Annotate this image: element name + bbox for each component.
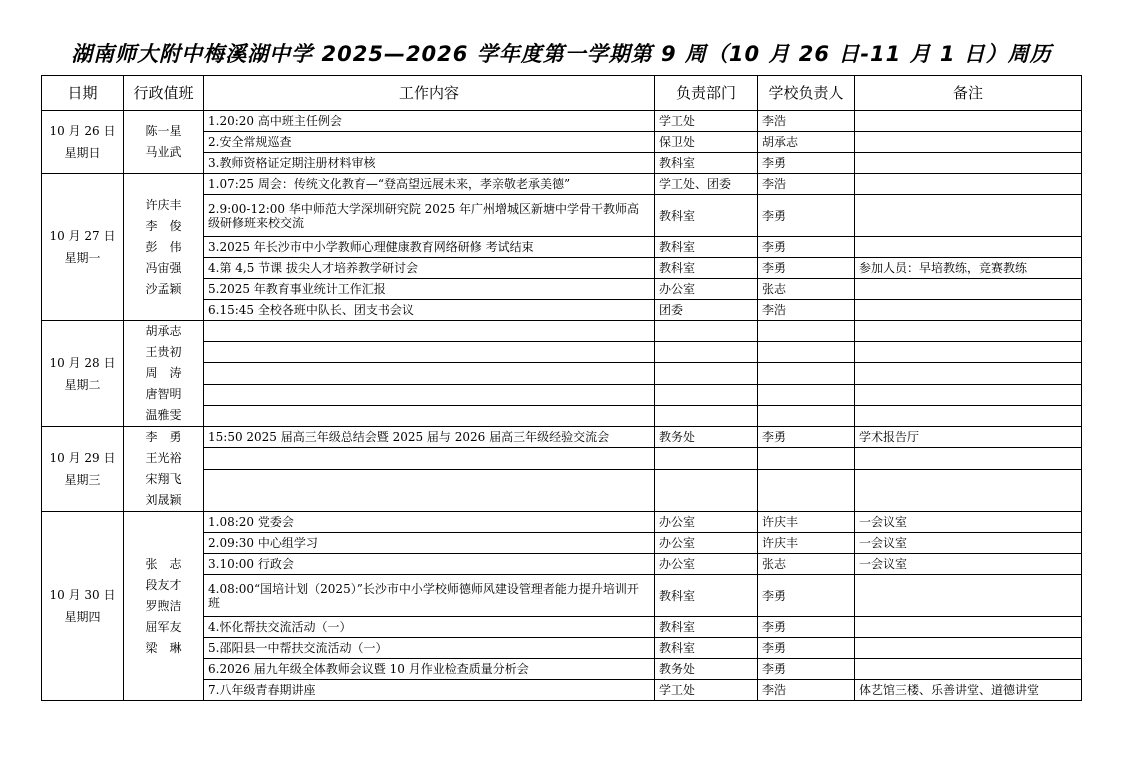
dept-cell xyxy=(655,342,758,363)
duty-person: 李 勇 xyxy=(145,430,182,444)
note-cell xyxy=(855,132,1082,153)
content-cell xyxy=(204,469,655,512)
duty-cell xyxy=(124,111,204,174)
duty-cell xyxy=(124,174,204,321)
dept-cell: 办公室 xyxy=(655,533,758,554)
content-cell: 4.08:00“国培计划（2025）”长沙市中小学校师德师风建设管理者能力提升培训开班 xyxy=(204,575,655,617)
duty-person: 罗煦洁 xyxy=(145,598,182,613)
duty-person: 温雅雯 xyxy=(145,408,182,422)
dept-cell xyxy=(655,363,758,384)
dept-cell: 学工处、团委 xyxy=(655,174,758,195)
person-cell: 李浩 xyxy=(758,111,855,132)
dept-cell: 教科室 xyxy=(655,617,758,638)
note-cell xyxy=(855,638,1082,659)
weekday-text: 星期二 xyxy=(64,377,101,392)
content-cell: 6.15:45 全校各班中队长、团支书会议 xyxy=(204,300,655,321)
person-cell xyxy=(758,469,855,512)
dept-cell: 学工处 xyxy=(655,680,758,701)
content-cell xyxy=(204,363,655,384)
note-cell xyxy=(855,279,1082,300)
duty-person: 宋翔飞 xyxy=(145,472,182,486)
person-cell: 李勇 xyxy=(758,195,855,237)
note-cell xyxy=(855,174,1082,195)
dept-cell xyxy=(655,448,758,469)
content-cell: 7.八年级青春期讲座 xyxy=(204,680,655,701)
note-cell xyxy=(855,195,1082,237)
table-row xyxy=(42,111,1082,132)
content-cell: 15:50 2025 届高三年级总结会暨 2025 届与 2026 届高三年级经验交流会 xyxy=(204,427,655,448)
content-cell: 5.邵阳县一中帮扶交流活动（一） xyxy=(204,638,655,659)
header-row xyxy=(42,76,1082,111)
person-cell: 许庆丰 xyxy=(758,533,855,554)
header-dept: 负责部门 xyxy=(655,76,758,111)
weekday-text: 星期四 xyxy=(64,610,101,624)
note-cell xyxy=(855,405,1082,426)
date-cell xyxy=(42,174,124,321)
content-cell xyxy=(204,321,655,342)
person-cell xyxy=(758,321,855,342)
dept-cell xyxy=(655,469,758,512)
dept-cell xyxy=(655,405,758,426)
note-cell xyxy=(855,469,1082,512)
date-text: 10 月 28 日 xyxy=(49,355,116,370)
content-cell: 6.2026 届九年级全体教师会议暨 10 月作业检查质量分析会 xyxy=(204,659,655,680)
duty-person: 冯宙强 xyxy=(145,260,182,275)
duty-person: 陈一星 xyxy=(145,124,182,138)
table-row xyxy=(42,321,1082,342)
dept-cell: 保卫处 xyxy=(655,132,758,153)
person-cell: 李勇 xyxy=(758,659,855,680)
duty-person: 许庆丰 xyxy=(145,197,182,212)
duty-person: 王光裕 xyxy=(145,451,182,465)
dept-cell: 教科室 xyxy=(655,575,758,617)
dept-cell: 教科室 xyxy=(655,153,758,174)
content-cell: 1.08:20 党委会 xyxy=(204,512,655,533)
table-row xyxy=(42,427,1082,448)
duty-cell xyxy=(124,512,204,701)
header-content: 工作内容 xyxy=(204,76,655,111)
duty-person: 刘晟颖 xyxy=(145,493,182,507)
note-cell xyxy=(855,237,1082,258)
content-cell: 1.07:25 周会：传统文化教育—“登高望远展未来，孝亲敬老承美德” xyxy=(204,174,655,195)
person-cell: 胡承志 xyxy=(758,132,855,153)
person-cell xyxy=(758,448,855,469)
note-cell xyxy=(855,300,1082,321)
dept-cell: 教科室 xyxy=(655,258,758,279)
note-cell xyxy=(855,448,1082,469)
note-cell xyxy=(855,342,1082,363)
header-date: 日期 xyxy=(42,76,124,111)
note-cell xyxy=(855,659,1082,680)
date-cell xyxy=(42,111,124,174)
dept-cell: 办公室 xyxy=(655,279,758,300)
header-note: 备注 xyxy=(855,76,1082,111)
date-cell xyxy=(42,321,124,427)
note-cell xyxy=(855,321,1082,342)
date-text: 10 月 26 日 xyxy=(49,124,116,138)
dept-cell xyxy=(655,384,758,405)
date-cell xyxy=(42,512,124,701)
date-cell xyxy=(42,427,124,512)
duty-person: 张 志 xyxy=(145,556,182,571)
weekday-text: 星期日 xyxy=(64,146,101,160)
person-cell: 李勇 xyxy=(758,617,855,638)
content-cell: 3.2025 年长沙市中小学教师心理健康教育网络研修 考试结束 xyxy=(204,237,655,258)
note-cell: 一会议室 xyxy=(855,512,1082,533)
person-cell: 李勇 xyxy=(758,237,855,258)
duty-person: 李 俊 xyxy=(145,218,182,233)
content-cell xyxy=(204,384,655,405)
content-cell: 3.教师资格证定期注册材料审核 xyxy=(204,153,655,174)
dept-cell: 团委 xyxy=(655,300,758,321)
dept-cell: 教务处 xyxy=(655,659,758,680)
note-cell: 一会议室 xyxy=(855,533,1082,554)
dept-cell: 办公室 xyxy=(655,512,758,533)
note-cell: 一会议室 xyxy=(855,554,1082,575)
weekday-text: 星期三 xyxy=(64,473,101,487)
content-cell: 4.怀化帮扶交流活动（一） xyxy=(204,617,655,638)
header-duty: 行政值班 xyxy=(124,76,204,111)
person-cell: 张志 xyxy=(758,279,855,300)
weekday-text: 星期一 xyxy=(64,251,101,265)
content-cell: 2.9:00-12:00 华中师范大学深圳研究院 2025 年广州增城区新塘中学骨干教师高级研修班来校交流 xyxy=(204,195,655,237)
person-cell: 李勇 xyxy=(758,258,855,279)
person-cell: 李勇 xyxy=(758,575,855,617)
dept-cell: 教务处 xyxy=(655,427,758,448)
content-cell: 2.安全常规巡查 xyxy=(204,132,655,153)
content-cell: 5.2025 年教育事业统计工作汇报 xyxy=(204,279,655,300)
person-cell: 李浩 xyxy=(758,680,855,701)
duty-person: 段友才 xyxy=(145,577,182,592)
note-cell xyxy=(855,575,1082,617)
content-cell: 1.20:20 高中班主任例会 xyxy=(204,111,655,132)
dept-cell xyxy=(655,321,758,342)
dept-cell: 教科室 xyxy=(655,237,758,258)
person-cell: 李浩 xyxy=(758,300,855,321)
duty-person: 沙孟颖 xyxy=(145,281,182,296)
content-cell: 4.第 4,5 节课 拔尖人才培养教学研讨会 xyxy=(204,258,655,279)
duty-person: 彭 伟 xyxy=(145,239,182,254)
table-row xyxy=(42,512,1082,533)
date-text: 10 月 29 日 xyxy=(49,451,116,465)
person-cell: 许庆丰 xyxy=(758,512,855,533)
date-text: 10 月 30 日 xyxy=(49,588,116,602)
person-cell xyxy=(758,405,855,426)
duty-cell xyxy=(124,321,204,427)
person-cell: 李勇 xyxy=(758,153,855,174)
content-cell: 3.10:00 行政会 xyxy=(204,554,655,575)
person-cell xyxy=(758,342,855,363)
duty-person: 梁 琳 xyxy=(145,640,182,655)
note-cell xyxy=(855,153,1082,174)
date-text: 10 月 27 日 xyxy=(49,229,116,243)
note-cell: 体艺馆三楼、乐善讲堂、道德讲堂 xyxy=(855,680,1082,701)
header-person: 学校负责人 xyxy=(758,76,855,111)
dept-cell: 教科室 xyxy=(655,195,758,237)
note-cell: 学术报告厅 xyxy=(855,427,1082,448)
dept-cell: 教科室 xyxy=(655,638,758,659)
person-cell xyxy=(758,384,855,405)
duty-person: 唐智明 xyxy=(145,387,182,401)
duty-person: 屈军友 xyxy=(145,619,182,634)
table-row xyxy=(42,174,1082,195)
person-cell xyxy=(758,363,855,384)
person-cell: 李勇 xyxy=(758,427,855,448)
person-cell: 张志 xyxy=(758,554,855,575)
person-cell: 李勇 xyxy=(758,638,855,659)
content-cell xyxy=(204,342,655,363)
weekly-calendar-table xyxy=(41,75,1082,701)
duty-person: 胡承志 xyxy=(145,324,182,338)
note-cell: 参加人员：早培教练，竞赛教练 xyxy=(855,258,1082,279)
content-cell xyxy=(204,448,655,469)
note-cell xyxy=(855,363,1082,384)
note-cell xyxy=(855,617,1082,638)
duty-person: 王贵初 xyxy=(145,345,182,359)
note-cell xyxy=(855,111,1082,132)
duty-cell xyxy=(124,427,204,512)
duty-person: 马业武 xyxy=(145,145,182,159)
person-cell: 李浩 xyxy=(758,174,855,195)
dept-cell: 学工处 xyxy=(655,111,758,132)
duty-person: 周 涛 xyxy=(145,366,182,380)
note-cell xyxy=(855,384,1082,405)
dept-cell: 办公室 xyxy=(655,554,758,575)
content-cell xyxy=(204,405,655,426)
content-cell: 2.09:30 中心组学习 xyxy=(204,533,655,554)
page-title: 湖南师大附中梅溪湖中学 2025—2026 学年度第一学期第 9 周（10 月 26 日-11 月 1 日）周历 xyxy=(71,42,1052,66)
